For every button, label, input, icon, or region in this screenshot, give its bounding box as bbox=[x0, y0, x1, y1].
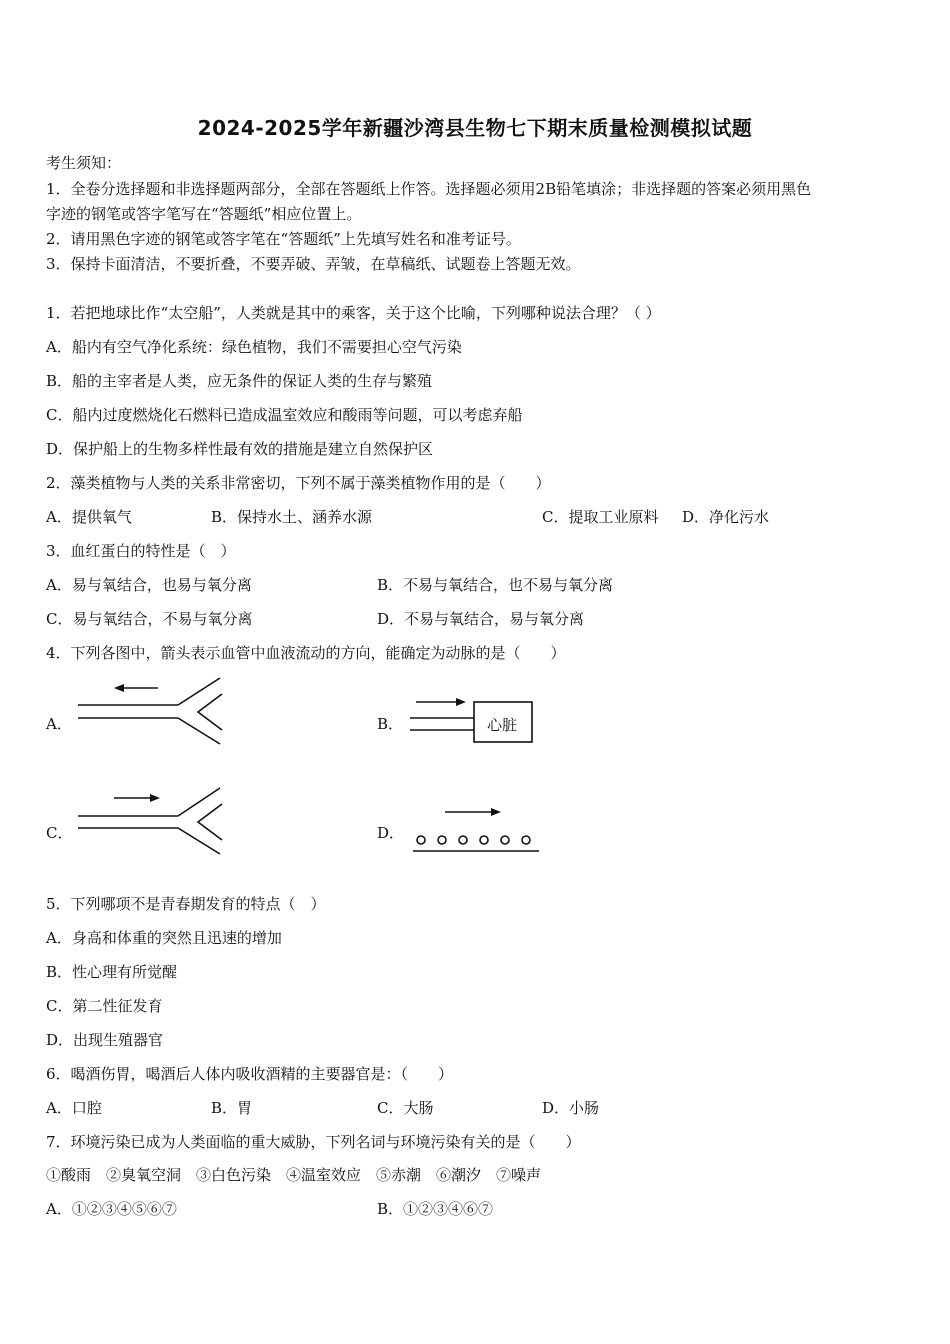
q6-option-d[interactable]: D．小肠 bbox=[542, 1099, 600, 1117]
question-5-stem: 5．下列哪项不是青春期发育的特点（ ） bbox=[46, 895, 326, 913]
page-title: 2024-2025学年新疆沙湾县生物七下期末质量检测模拟试题 bbox=[197, 116, 753, 140]
q2-option-d[interactable]: D．净化污水 bbox=[682, 508, 770, 526]
question-6-stem: 6．喝酒伤胃，喝酒后人体内吸收酒精的主要器官是：（ ） bbox=[46, 1065, 454, 1083]
branch-inner bbox=[198, 804, 222, 840]
q4-option-b[interactable]: B． bbox=[377, 715, 404, 733]
arrow-head bbox=[150, 794, 160, 802]
diagram-d-capillary bbox=[405, 800, 545, 860]
arrow-head bbox=[456, 698, 466, 706]
q4-option-c[interactable]: C． bbox=[46, 824, 73, 842]
q2-option-b[interactable]: B．保持水土、涵养水源 bbox=[211, 508, 373, 526]
diagram-a-vessel-branching bbox=[70, 672, 240, 752]
q1-option-b[interactable]: B．船的主宰者是人类，应无条件的保证人类的生存与繁殖 bbox=[46, 372, 433, 390]
arrow-head bbox=[114, 684, 124, 692]
question-4-stem: 4．下列各图中，箭头表示血管中血液流动的方向，能确定为动脉的是（ ） bbox=[46, 644, 566, 662]
heart-label: 心脏 bbox=[487, 716, 518, 734]
blood-cell bbox=[459, 836, 467, 844]
q7-option-a[interactable]: A．①②③④⑤⑥⑦ bbox=[46, 1200, 177, 1218]
q4-option-a[interactable]: A． bbox=[46, 715, 72, 733]
q5-option-d[interactable]: D．出现生殖器官 bbox=[46, 1031, 164, 1049]
q3-option-c[interactable]: C．易与氧结合，不易与氧分离 bbox=[46, 610, 253, 628]
blood-cell bbox=[501, 836, 509, 844]
notice-heading: 考生须知： bbox=[46, 154, 122, 172]
notice-line: 字迹的钢笔或答字笔写在“答题纸”相应位置上。 bbox=[46, 205, 362, 223]
question-3-stem: 3．血红蛋白的特性是（ ） bbox=[46, 542, 236, 560]
notice-line: 3．保持卡面清洁，不要折叠，不要弄破、弄皱，在草稿纸、试题卷上答题无效。 bbox=[46, 255, 581, 273]
q3-option-a[interactable]: A．易与氧结合，也易与氧分离 bbox=[46, 576, 252, 594]
notice-line: 2．请用黑色字迹的钢笔或答字笔在“答题纸”上先填写姓名和准考证号。 bbox=[46, 230, 521, 248]
branch-lower bbox=[178, 828, 220, 854]
q1-option-c[interactable]: C．船内过度燃烧化石燃料已造成温室效应和酸雨等问题，可以考虑弃船 bbox=[46, 406, 523, 424]
q3-option-b[interactable]: B．不易与氧结合，也不易与氧分离 bbox=[377, 576, 614, 594]
question-7-stem: 7．环境污染已成为人类面临的重大威胁，下列名词与环境污染有关的是（ ） bbox=[46, 1133, 581, 1151]
q1-option-a[interactable]: A．船内有空气净化系统：绿色植物，我们不需要担心空气污染 bbox=[46, 338, 462, 356]
q1-option-d[interactable]: D．保护船上的生物多样性最有效的措施是建立自然保护区 bbox=[46, 440, 434, 458]
q2-option-c[interactable]: C．提取工业原料 bbox=[542, 508, 659, 526]
q5-option-a[interactable]: A．身高和体重的突然且迅速的增加 bbox=[46, 929, 282, 947]
q5-option-c[interactable]: C．第二性征发育 bbox=[46, 997, 163, 1015]
diagram-b-vessel-to-heart bbox=[400, 688, 550, 748]
blood-cell bbox=[480, 836, 488, 844]
diagram-c-vessel-branching bbox=[70, 782, 240, 862]
q5-option-b[interactable]: B．性心理有所觉醒 bbox=[46, 963, 178, 981]
q6-option-a[interactable]: A．口腔 bbox=[46, 1099, 102, 1117]
blood-cell bbox=[438, 836, 446, 844]
question-1-stem: 1．若把地球比作“太空船”，人类就是其中的乘客，关于这个比喻，下列哪种说法合理？（ ） bbox=[46, 304, 661, 322]
notice-line: 1．全卷分选择题和非选择题两部分，全部在答题纸上作答。选择题必须用2B铅笔填涂；非选择题的答案必须用黑色 bbox=[46, 180, 812, 198]
q6-option-c[interactable]: C．大肠 bbox=[377, 1099, 434, 1117]
branch-upper bbox=[178, 788, 220, 816]
arrow-head bbox=[491, 808, 501, 816]
branch-inner bbox=[198, 694, 222, 730]
q3-option-d[interactable]: D．不易与氧结合，易与氧分离 bbox=[377, 610, 585, 628]
q2-option-a[interactable]: A．提供氧气 bbox=[46, 508, 132, 526]
branch-lower bbox=[178, 718, 220, 744]
q6-option-b[interactable]: B．胃 bbox=[211, 1099, 253, 1117]
blood-cell bbox=[417, 836, 425, 844]
q7-items: ①酸雨 ②臭氧空洞 ③白色污染 ④温室效应 ⑤赤潮 ⑥潮汐 ⑦噪声 bbox=[46, 1166, 542, 1184]
blood-cell bbox=[522, 836, 530, 844]
q7-option-b[interactable]: B．①②③④⑥⑦ bbox=[377, 1200, 494, 1218]
q4-option-d[interactable]: D． bbox=[377, 824, 405, 842]
question-2-stem: 2．藻类植物与人类的关系非常密切，下列不属于藻类植物作用的是（ ） bbox=[46, 474, 551, 492]
